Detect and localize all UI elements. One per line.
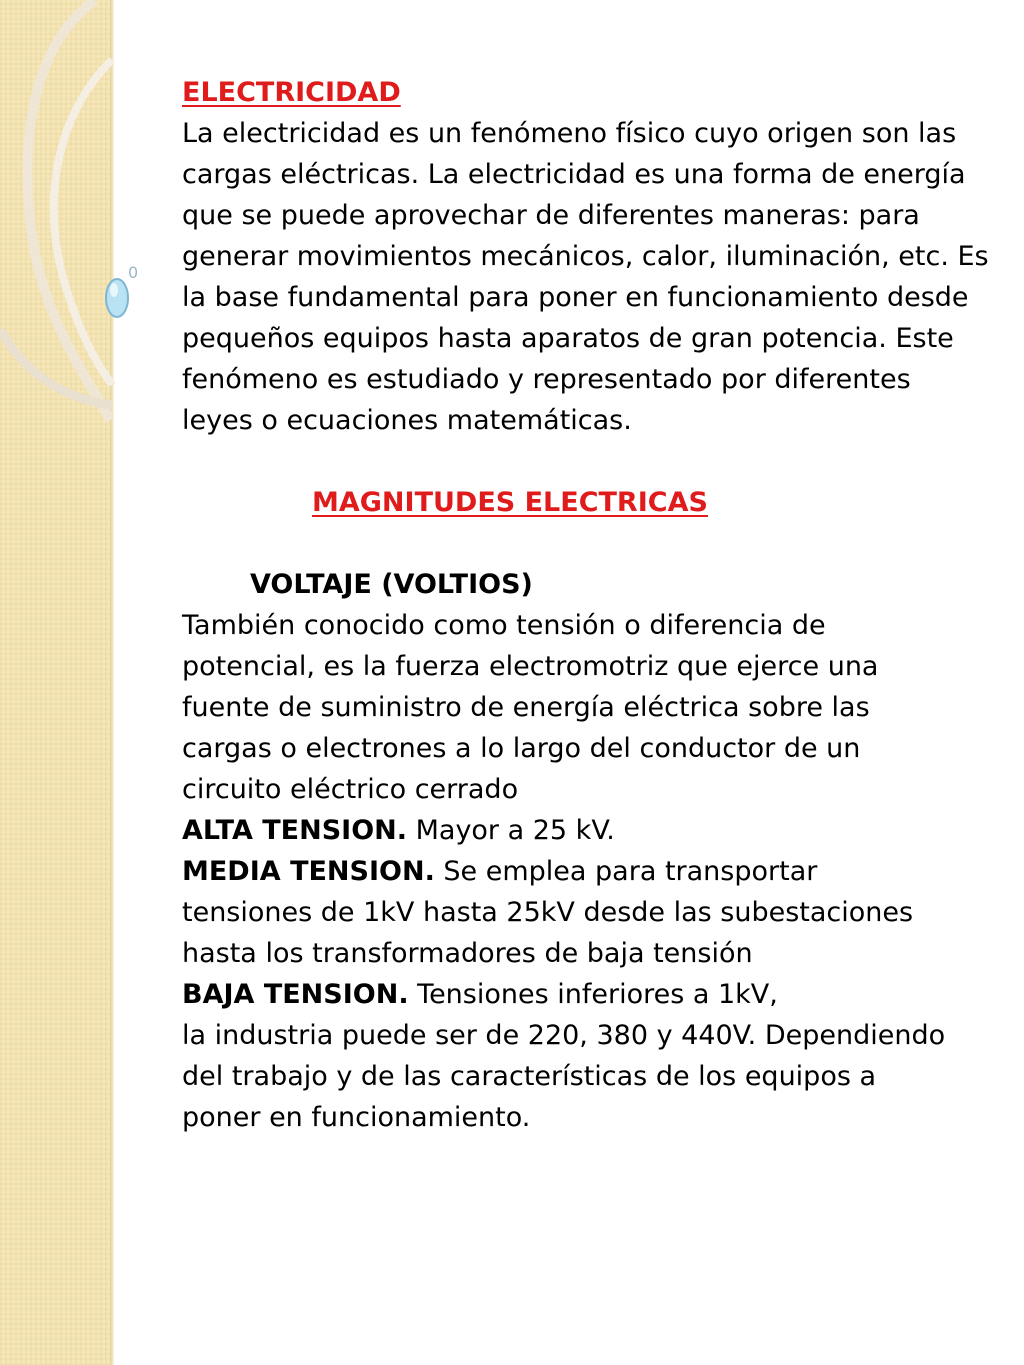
paragraph-line: pequeños equipos hasta aparatos de gran potencia. Este: [182, 323, 954, 354]
bead-highlight: [110, 283, 118, 297]
baja-tension-line: [182, 974, 982, 1015]
alta-tension-line: [182, 810, 982, 851]
subheading-voltaje: VOLTAJE (VOLTIOS): [250, 569, 533, 600]
bead-glyph: 0: [128, 263, 139, 282]
heading-electricidad: ELECTRICIDAD: [182, 77, 401, 108]
paragraph-line: tensiones de 1kV hasta 25kV desde las subestaciones: [182, 897, 914, 928]
blue-bead: [106, 279, 128, 317]
paragraph-line: la industria puede ser de 220, 380 y 440V. Dependiendo: [182, 1020, 946, 1051]
document-body: [182, 72, 989, 1138]
paragraph-line: fuente de suministro de energía eléctrica sobre las: [182, 692, 870, 723]
paragraph-line: También conocido como tensión o diferencia de: [182, 610, 826, 641]
alta-tension-text: Mayor a 25 kV.: [407, 815, 615, 846]
paragraph-line: poner en funcionamiento.: [182, 1102, 531, 1133]
paragraph-line: del trabajo y de las características de los equipos a: [182, 1061, 877, 1092]
paragraph-line: potencial, es la fuerza electromotriz que ejerce una: [182, 651, 879, 682]
decorative-rings: [0, 0, 200, 520]
paragraph-line: cargas o electrones a lo largo del conductor de un: [182, 733, 861, 764]
paragraph-line: leyes o ecuaciones matemáticas.: [182, 405, 632, 436]
paragraph-line: que se puede aprovechar de diferentes maneras: para: [182, 200, 920, 231]
paragraph-line: hasta los transformadores de baja tensión: [182, 938, 753, 969]
paragraph-line: circuito eléctrico cerrado: [182, 774, 519, 805]
media-tension-label: MEDIA TENSION.: [182, 856, 435, 887]
media-tension-text: Se emplea para transportar: [434, 856, 818, 887]
baja-tension-text: Tensiones inferiores a 1kV,: [408, 979, 778, 1010]
paragraph-line: La electricidad es un fenómeno físico cuyo origen son las: [182, 118, 957, 149]
paragraph-line: fenómeno es estudiado y representado por diferentes: [182, 364, 911, 395]
baja-tension-label: BAJA TENSION.: [182, 979, 409, 1010]
paragraph-line: generar movimientos mecánicos, calor, iluminación, etc. Es: [182, 241, 989, 272]
paragraph-line: la base fundamental para poner en funcionamiento desde: [182, 282, 969, 313]
media-tension-line: [182, 851, 982, 892]
heading-magnitudes: MAGNITUDES ELECTRICAS: [312, 487, 708, 518]
alta-tension-label: ALTA TENSION.: [182, 815, 408, 846]
paragraph-line: cargas eléctricas. La electricidad es una forma de energía: [182, 159, 966, 190]
